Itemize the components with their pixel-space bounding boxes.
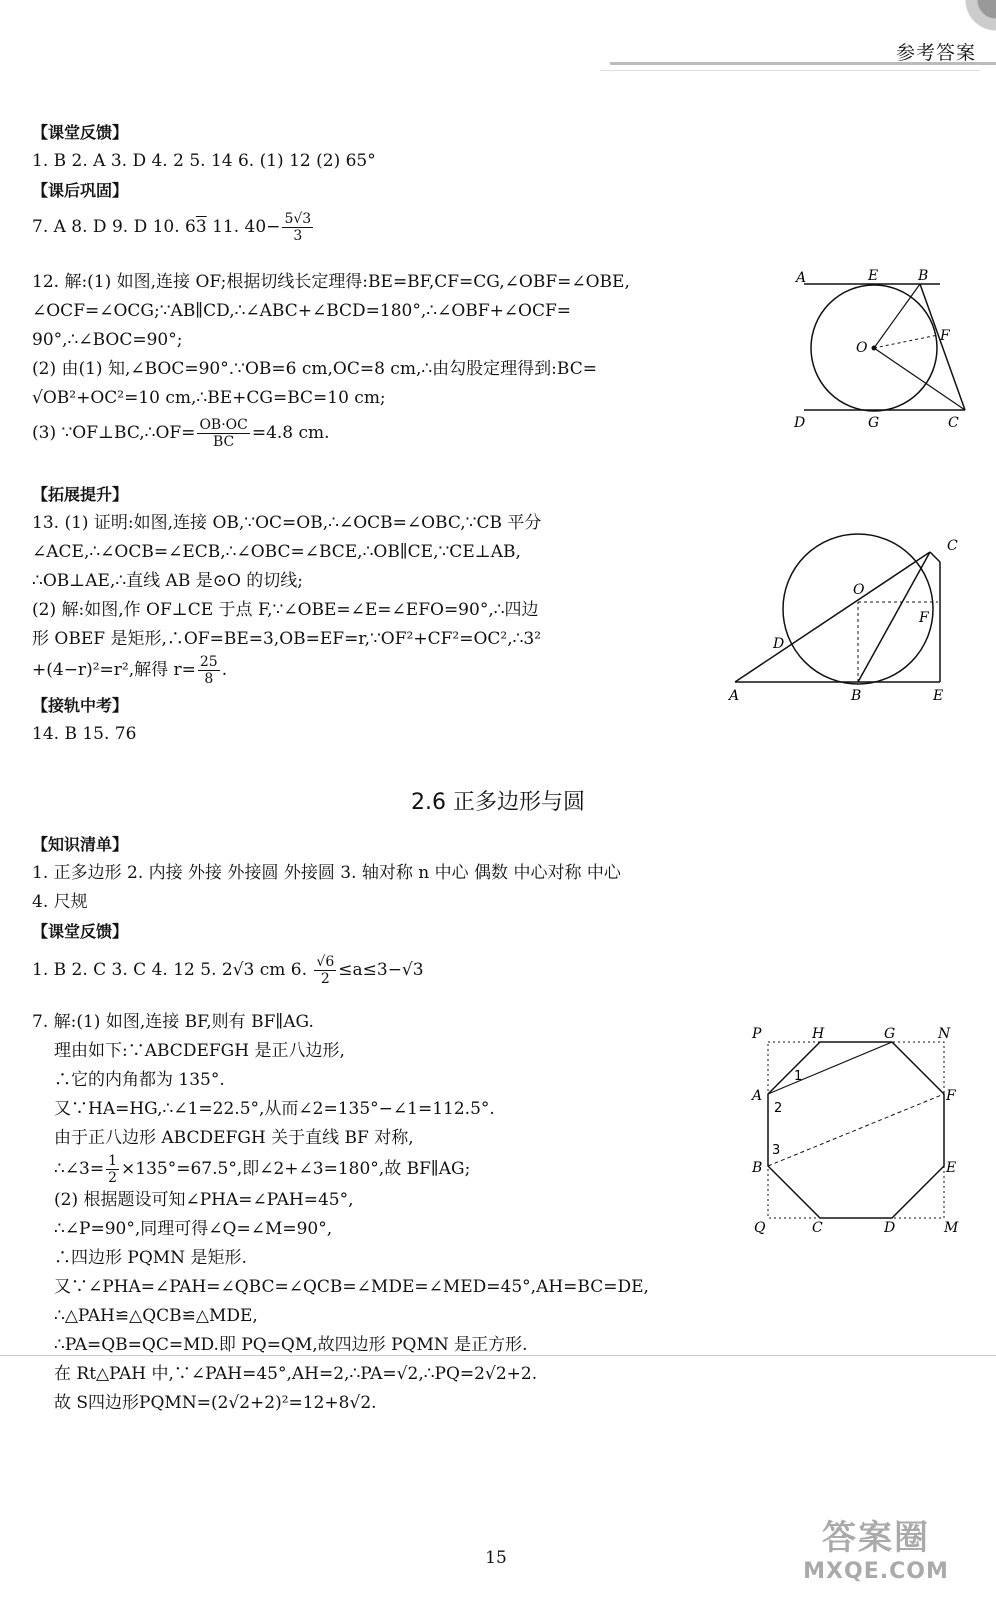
watermark-line-2: MXQE.COM — [803, 1559, 949, 1584]
chapter-title: 2.6 正多边形与圆 — [411, 790, 585, 815]
fraction-den: BC — [213, 434, 235, 450]
label-d: D — [884, 1220, 896, 1236]
fraction-25-over-8 — [198, 654, 220, 687]
angle-2: 2 — [774, 1101, 783, 1116]
p13-last-a: +(4−r)²=r²,解得 r= — [32, 660, 196, 680]
label-b: B — [752, 1160, 763, 1176]
label-d: D — [794, 415, 806, 431]
figure-7 — [748, 1022, 968, 1242]
fraction-num: √6 — [316, 954, 335, 970]
fraction-num: 1 — [108, 1153, 118, 1169]
label-a: A — [752, 1088, 763, 1104]
p12-line: (2) 由(1) 知,∠BOC=90°.∵OB=6 cm,OC=8 cm,∴由勾股定理得到:BC= — [32, 359, 597, 379]
watermark — [776, 1510, 976, 1590]
line-bf — [768, 1094, 944, 1166]
figure-12 — [790, 262, 980, 437]
scan-line — [0, 1355, 996, 1356]
p13-line: 形 OBEF 是矩形,∴OF=BE=3,OB=EF=r,∵OF²+CF²=OC²,∴3² — [32, 629, 542, 649]
answers-7-11 — [32, 211, 376, 244]
problem-13 — [32, 480, 541, 749]
line-of — [874, 335, 938, 348]
angle-1: 1 — [794, 1069, 803, 1084]
heading-knowledge: 【知识清单】 — [32, 835, 129, 854]
fraction-den: 8 — [204, 671, 214, 687]
page-number — [456, 1548, 536, 1568]
header-rule-thin — [600, 70, 980, 71]
angle-3: 3 — [772, 1143, 781, 1158]
answers-7-10: 7. A 8. D 9. D 10. 6 — [32, 217, 196, 237]
p13-line: (2) 解:如图,作 OF⊥CE 于点 F,∵∠OBE=∠E=∠EFO=90°,∴四边 — [32, 600, 539, 620]
fraction-sqrt6-over-2 — [314, 954, 336, 987]
p7-line: 理由如下:∵ABCDEFGH 是正八边形, — [54, 1041, 345, 1061]
problem-12 — [32, 268, 630, 450]
label-c: C — [947, 538, 958, 554]
label-f: F — [940, 328, 950, 344]
p13-line: ∠ACE,∴∠OCB=∠ECB,∴∠OBC=∠BCE,∴OB∥CE,∵CE⊥AB, — [32, 542, 521, 562]
fraction-num: 25 — [199, 654, 218, 670]
answer-6-tail: ≤a≤3−√3 — [338, 960, 424, 980]
heading-exam: 【接轨中考】 — [32, 696, 129, 715]
knowledge-1-3: 1. 正多边形 2. 内接 外接 外接圆 外接圆 3. 轴对称 n 中心 偶数 中心对称 中心 — [32, 863, 621, 883]
p12-part3-a: (3) ∵OF⊥BC,∴OF= — [32, 423, 196, 443]
p7-angle3 — [32, 1153, 649, 1186]
p12-line: 90°,∴∠BOC=90°; — [32, 330, 183, 350]
p7-line: 在 Rt△PAH 中,∵∠PAH=45°,AH=2,∴PA=√2,∴PQ=2√2+2. — [54, 1364, 538, 1384]
figure-13 — [725, 522, 975, 712]
fraction-ob-oc-over-bc — [197, 417, 249, 450]
label-m: M — [944, 1220, 959, 1236]
answers-14-15: 14. B 15. 76 — [32, 724, 137, 744]
p12-part3 — [32, 417, 630, 450]
answer-11: 11. 40− — [206, 217, 281, 237]
knowledge-4: 4. 尺规 — [32, 892, 88, 912]
fraction-den: 3 — [293, 228, 303, 244]
line-oc — [874, 348, 965, 410]
label-n: N — [938, 1026, 951, 1042]
label-g: G — [884, 1026, 896, 1042]
p12-line: ∠OCF=∠OCG;∵AB∥CD,∴∠ABC+∠BCD=180°,∴∠OBF+∠OCF= — [32, 301, 572, 321]
answers-1-6-b — [32, 954, 621, 987]
label-e: E — [933, 688, 944, 704]
p7-line: ∴∠P=90°,同理可得∠Q=∠M=90°, — [54, 1219, 333, 1239]
watermark-line-1: 答案圈 — [822, 1518, 930, 1558]
label-c: C — [948, 415, 959, 431]
p13-line: ∴OB⊥AE,∴直线 AB 是⊙O 的切线; — [32, 571, 304, 591]
answers-1-6-text: 1. B 2. C 3. C 4. 12 5. 2√3 cm 6. — [32, 960, 313, 980]
answers-1-6: 1. B 2. A 3. D 4. 2 5. 14 6. (1) 12 (2) 65° — [32, 151, 376, 171]
p12-part3-b: =4.8 cm. — [251, 423, 330, 443]
line-ac — [735, 552, 930, 682]
p7-line: 又∵∠PHA=∠PAH=∠QBC=∠QCB=∠MDE=∠MED=45°,AH=BC=DE, — [54, 1277, 649, 1297]
label-g: G — [868, 415, 880, 431]
label-o: O — [856, 340, 868, 356]
heading-after-class: 【课后巩固】 — [32, 181, 129, 200]
p7-angle3-a: ∴∠3= — [54, 1159, 105, 1179]
label-f: F — [919, 610, 929, 626]
p7-line: 由于正八边形 ABCDEFGH 关于直线 BF 对称, — [54, 1128, 414, 1148]
header-title: 参考答案 — [895, 42, 976, 64]
p13-line: 13. (1) 证明:如图,连接 OB,∵OC=OB,∴∠OCB=∠OBC,∵CB 平分 — [32, 513, 542, 533]
label-b: B — [851, 688, 862, 704]
label-f: F — [946, 1088, 956, 1104]
page-number-text: 15 — [485, 1548, 507, 1568]
label-e: E — [868, 268, 879, 284]
sqrt-3: 3 — [195, 217, 207, 237]
p7-line: ∴PA=QB=QC=MD.即 PQ=QM,故四边形 PQMN 是正方形. — [54, 1335, 528, 1355]
page-header — [0, 0, 996, 80]
label-q: Q — [754, 1220, 766, 1236]
fraction-den: 2 — [108, 1170, 118, 1186]
header-decoration — [936, 0, 996, 40]
line-ag — [768, 1042, 892, 1094]
p7-line: 7. 解:(1) 如图,连接 BF,则有 BF∥AG. — [32, 1012, 314, 1032]
p7-line: ∴△PAH≌△QCB≌△MDE, — [54, 1306, 258, 1326]
p12-line: √OB²+OC²=10 cm,∴BE+CG=BC=10 cm; — [32, 388, 386, 408]
line-bc — [920, 284, 965, 410]
p7-line: 又∵HA=HG,∴∠1=22.5°,从而∠2=135°−∠1=112.5°. — [54, 1099, 495, 1119]
label-c: C — [812, 1220, 823, 1236]
label-h: H — [812, 1026, 825, 1042]
fraction-num: 5√3 — [284, 211, 312, 227]
line-ob — [874, 284, 920, 348]
fraction-den: 2 — [320, 971, 330, 987]
section-2 — [32, 830, 621, 987]
label-d: D — [773, 636, 785, 652]
fraction-1-over-2 — [106, 1153, 119, 1186]
fraction-5sqrt3-over-3 — [282, 211, 313, 244]
p13-last: +(4−r)²=r²,解得 r= $\frac{25}{8}$ . — [32, 654, 228, 687]
point-o — [872, 346, 877, 351]
heading-class-feedback: 【课堂反馈】 — [32, 123, 129, 142]
problem-7 — [32, 1008, 649, 1418]
p7-line: (2) 根据题设可知∠PHA=∠PAH=45°, — [54, 1190, 354, 1210]
label-a: A — [796, 270, 807, 286]
p12-line: 12. 解:(1) 如图,连接 OF;根据切线长定理得:BE=BF,CF=CG,∠OBF=∠OBE, — [32, 272, 630, 292]
p7-line: ∴四边形 PQMN 是矩形. — [54, 1248, 247, 1268]
label-p: P — [752, 1026, 762, 1042]
label-b: B — [918, 268, 929, 284]
section-1 — [32, 118, 376, 244]
label-o: O — [853, 582, 865, 598]
heading-extension: 【拓展提升】 — [32, 485, 129, 504]
label-a: A — [729, 688, 740, 704]
p7-line: 故 S四边形PQMN=(2√2+2)²=12+8√2. — [54, 1393, 377, 1413]
fraction-num: OB·OC — [199, 417, 248, 433]
p7-angle3-b: ×135°=67.5°,即∠2+∠3=180°,故 BF∥AG; — [121, 1159, 471, 1179]
p7-line: ∴它的内角都为 135°. — [54, 1070, 225, 1090]
heading-class-feedback-2: 【课堂反馈】 — [32, 922, 129, 941]
label-e: E — [946, 1160, 957, 1176]
line-c-top — [930, 552, 940, 562]
